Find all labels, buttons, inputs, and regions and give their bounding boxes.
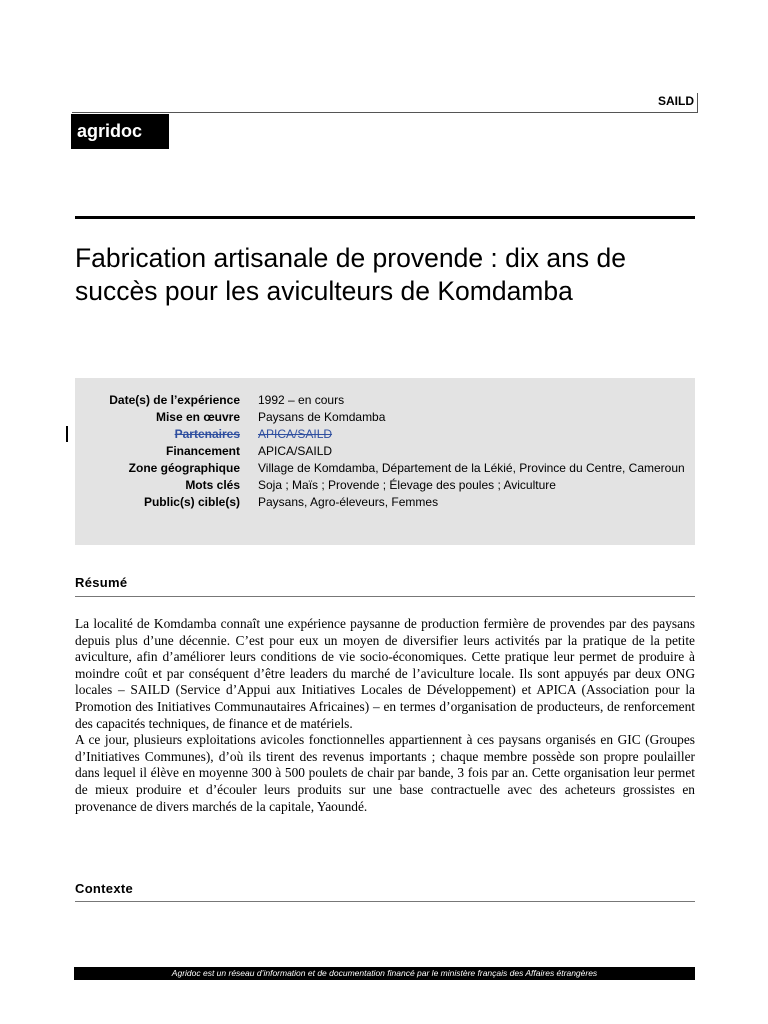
header-rule [72, 112, 698, 113]
header-rule-tick [697, 93, 698, 113]
resume-heading-rule [75, 596, 695, 597]
metadata-table [75, 392, 695, 511]
resume-heading: Résumé [75, 575, 128, 590]
meta-label: Zone géographique [128, 461, 240, 475]
meta-row-partners [75, 426, 695, 443]
resume-body [75, 616, 695, 815]
meta-row-implementation [75, 409, 695, 426]
meta-label: Date(s) de l’expérience [109, 393, 240, 407]
meta-value: APICA/SAILD [258, 444, 333, 458]
meta-value: Village de Komdamba, Département de la Lékié, Province du Centre, Cameroun [258, 461, 685, 475]
meta-label: Financement [165, 444, 240, 458]
resume-paragraph: La localité de Komdamba connaît une expérience paysanne de production fermière de provendes par des paysans depuis plus d’une décennie. C’est pour eux un moyen de diversifier leurs activités par la pratique de la petite aviculture, afin d’améliorer leurs conditions de vie socio-économiques. Cette pratique leur permet de produire à moindre coût et par conséquent d’être leaders du marché de l’aviculture locale. Ils sont appuyés par deux ONG locales – SAILD (Service d’Appui aux Initiatives Locales de Développement) et APICA (Association pour la Promotion des Initiatives Communautaires Africaines) – en termes d’organisation de producteurs, de renforcement des capacités techniques, de finance et de matériels. [75, 616, 695, 731]
meta-row-zone [75, 460, 695, 477]
title-rule [75, 216, 695, 219]
meta-row-funding [75, 443, 695, 460]
publisher-label: SAILD [658, 94, 694, 108]
meta-label: Mots clés [185, 478, 240, 492]
meta-label: Partenaires [174, 427, 240, 441]
meta-label: Public(s) cible(s) [143, 495, 240, 509]
meta-label: Mise en œuvre [155, 410, 240, 424]
document-title: Fabrication artisanale de provende : dix ans de succès pour les aviculteurs de Komdamba [75, 243, 626, 306]
meta-row-keywords [75, 477, 695, 494]
meta-value: 1992 – en cours [258, 393, 345, 407]
meta-value: Paysans, Agro-éleveurs, Femmes [258, 495, 439, 509]
metadata-box [75, 378, 695, 545]
meta-value: Paysans de Komdamba [258, 410, 386, 424]
meta-row-audience [75, 494, 695, 511]
text-cursor [66, 426, 68, 442]
contexte-heading: Contexte [75, 881, 134, 896]
meta-row-dates [75, 392, 695, 409]
meta-value: APICA/SAILD [258, 427, 333, 441]
resume-paragraph: A ce jour, plusieurs exploitations avicoles fonctionnelles appartiennent à ces paysans organisés en GIC (Groupes d’Initiatives Communes), d’où ils tirent des revenus importants ; chaque membre possède son propre poulailler dans lequel il élève en moyenne 300 à 500 poulets de chair par bande, 3 fois par an. Cette organisation leur permet de mieux produire et d’écouler leurs produits sur une base contractuelle avec des acheteurs grossistes en provenance de divers marchés de la capitale, Yaoundé. [75, 732, 695, 814]
footer-note: Agridoc est un réseau d’information et de documentation financé par le ministère français des Affaires étrangères [74, 967, 695, 980]
contexte-heading-rule [75, 901, 695, 902]
agridoc-logo: agridoc [71, 114, 169, 149]
meta-value: Soja ; Maïs ; Provende ; Élevage des poules ; Aviculture [258, 478, 556, 492]
